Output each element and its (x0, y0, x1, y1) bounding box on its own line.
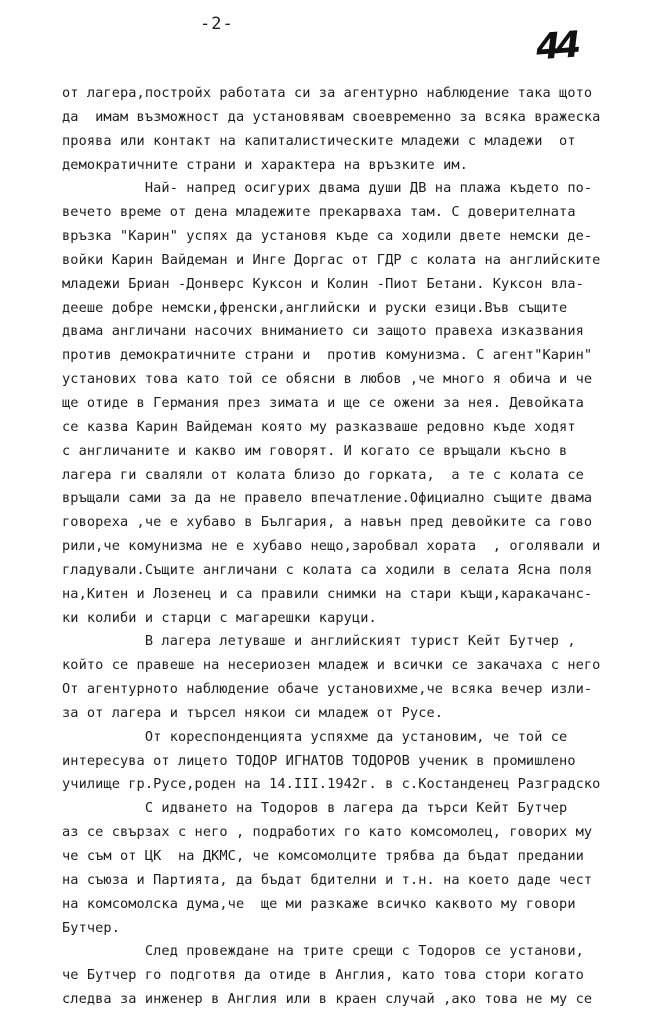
text-line: двама англичани насочих вниманието си защото правеха изказвания (62, 323, 584, 340)
text-line: връщали сами за да не правело впечатление.Официално същите двама (62, 490, 593, 507)
text-line: проява или контакт на капиталистическите младежи с младежи от (62, 132, 576, 149)
text-line: От кореспонденцията успяхме да установим, че той се (62, 728, 568, 745)
text-line: рили,че комунизма не е хубаво нещо,заробвал хората , оголявали и (62, 538, 601, 555)
text-line: В лагера летуваше и английският турист Кейт Бутчер , (62, 633, 576, 650)
typewritten-body (62, 82, 647, 1012)
text-line: връзка "Карин" успях да установя къде са ходили двете немски де- (62, 228, 593, 245)
text-line: След провеждане на трите срещи с Тодоров се установи, (62, 943, 584, 960)
handwritten-folio-number: 44 (534, 24, 578, 69)
text-line: войки Карин Вайдеман и Инге Доргас от ГДР с колата на английските (62, 251, 601, 268)
text-line: на комсомолска дума,че ще ми разкаже всичко каквото му говори (62, 895, 576, 912)
text-line: на,Китен и Лозенец и са правили снимки на стари къщи,каракачанс- (62, 585, 593, 602)
text-line: лагера ги сваляли от колата близо до горката, а те с колата се (62, 466, 584, 483)
text-line: ще отиде в Германия през зимата и ще се ожени за нея. Девойката (62, 394, 584, 411)
text-line: младежи Бриан -Донверс Куксон и Колин -Пиот Бетани. Куксон вла- (62, 275, 584, 292)
text-line: дееше добре немски,френски,английски и руски езици.Във същите (62, 299, 568, 316)
text-line: училище гр.Русе,роден на 14.III.1942г. в с.Костанденец Разградско (62, 776, 601, 793)
text-line: От агентурното наблюдение обаче установихме,че всяка вечер изли- (62, 681, 593, 698)
text-line: че Бутчер го подготвя да отиде в Англия, като това стори когато (62, 967, 584, 984)
text-line: аз се свързах с него , подработих го като комсомолец, говорих му (62, 824, 593, 841)
text-line: гладували.Същите англичани с колата са ходили в селата Ясна поля (62, 561, 593, 578)
text-line: С идването на Тодоров в лагера да търси Кейт Бутчер (62, 800, 568, 817)
text-line: се казва Карин Вайдеман която му разказваше редовно къде ходят (62, 418, 576, 435)
text-line: на съюза и Партията, да бъдат бдителни и т.н. на което даде чест (62, 871, 593, 888)
text-line: да имам възможност да установявам своевременно за всяка вражеска (62, 108, 601, 125)
text-line: който се правеше на несериозен младеж и всички се закачаха с него (62, 657, 601, 674)
text-line: интересува от лицето ТОДОР ИГНАТОВ ТОДОРОВ ученик в промишлено (62, 752, 576, 769)
text-line: демократичните страни и характера на връзките им. (62, 156, 468, 173)
text-line: вечето време от дена младежите прекарваха там. С доверителната (62, 204, 576, 221)
text-line: че съм от ЦК на ДКМС, че комсомолците трябва да бъдат предании (62, 848, 584, 864)
text-line: против демократичните страни и против комунизма. С агент"Карин" (62, 347, 593, 364)
text-line: с англичаните и какво им говорят. И когато се връщали късно в (62, 442, 568, 459)
page-number: -2- (200, 14, 234, 34)
text-line: говореха ,че е хубаво в България, а навън пред девойките са гово (62, 514, 593, 531)
text-line: от лагера,постройх работата си за агентурно наблюдение така щото (62, 85, 593, 101)
text-line: следва за инженер в Англия или в краен случай ,ако това не му се (62, 991, 593, 1008)
text-line: Най- напред осигурих двама души ДВ на плажа където по- (62, 180, 593, 197)
text-line: за от лагера и търсел някои си младеж от Русе. (62, 704, 444, 721)
text-line: ки колиби и старци с магарешки каруци. (62, 609, 377, 626)
text-line: установих това като той се обясни в любов ,че много я обича и че (62, 371, 593, 388)
text-line: Бутчер. (62, 919, 120, 936)
